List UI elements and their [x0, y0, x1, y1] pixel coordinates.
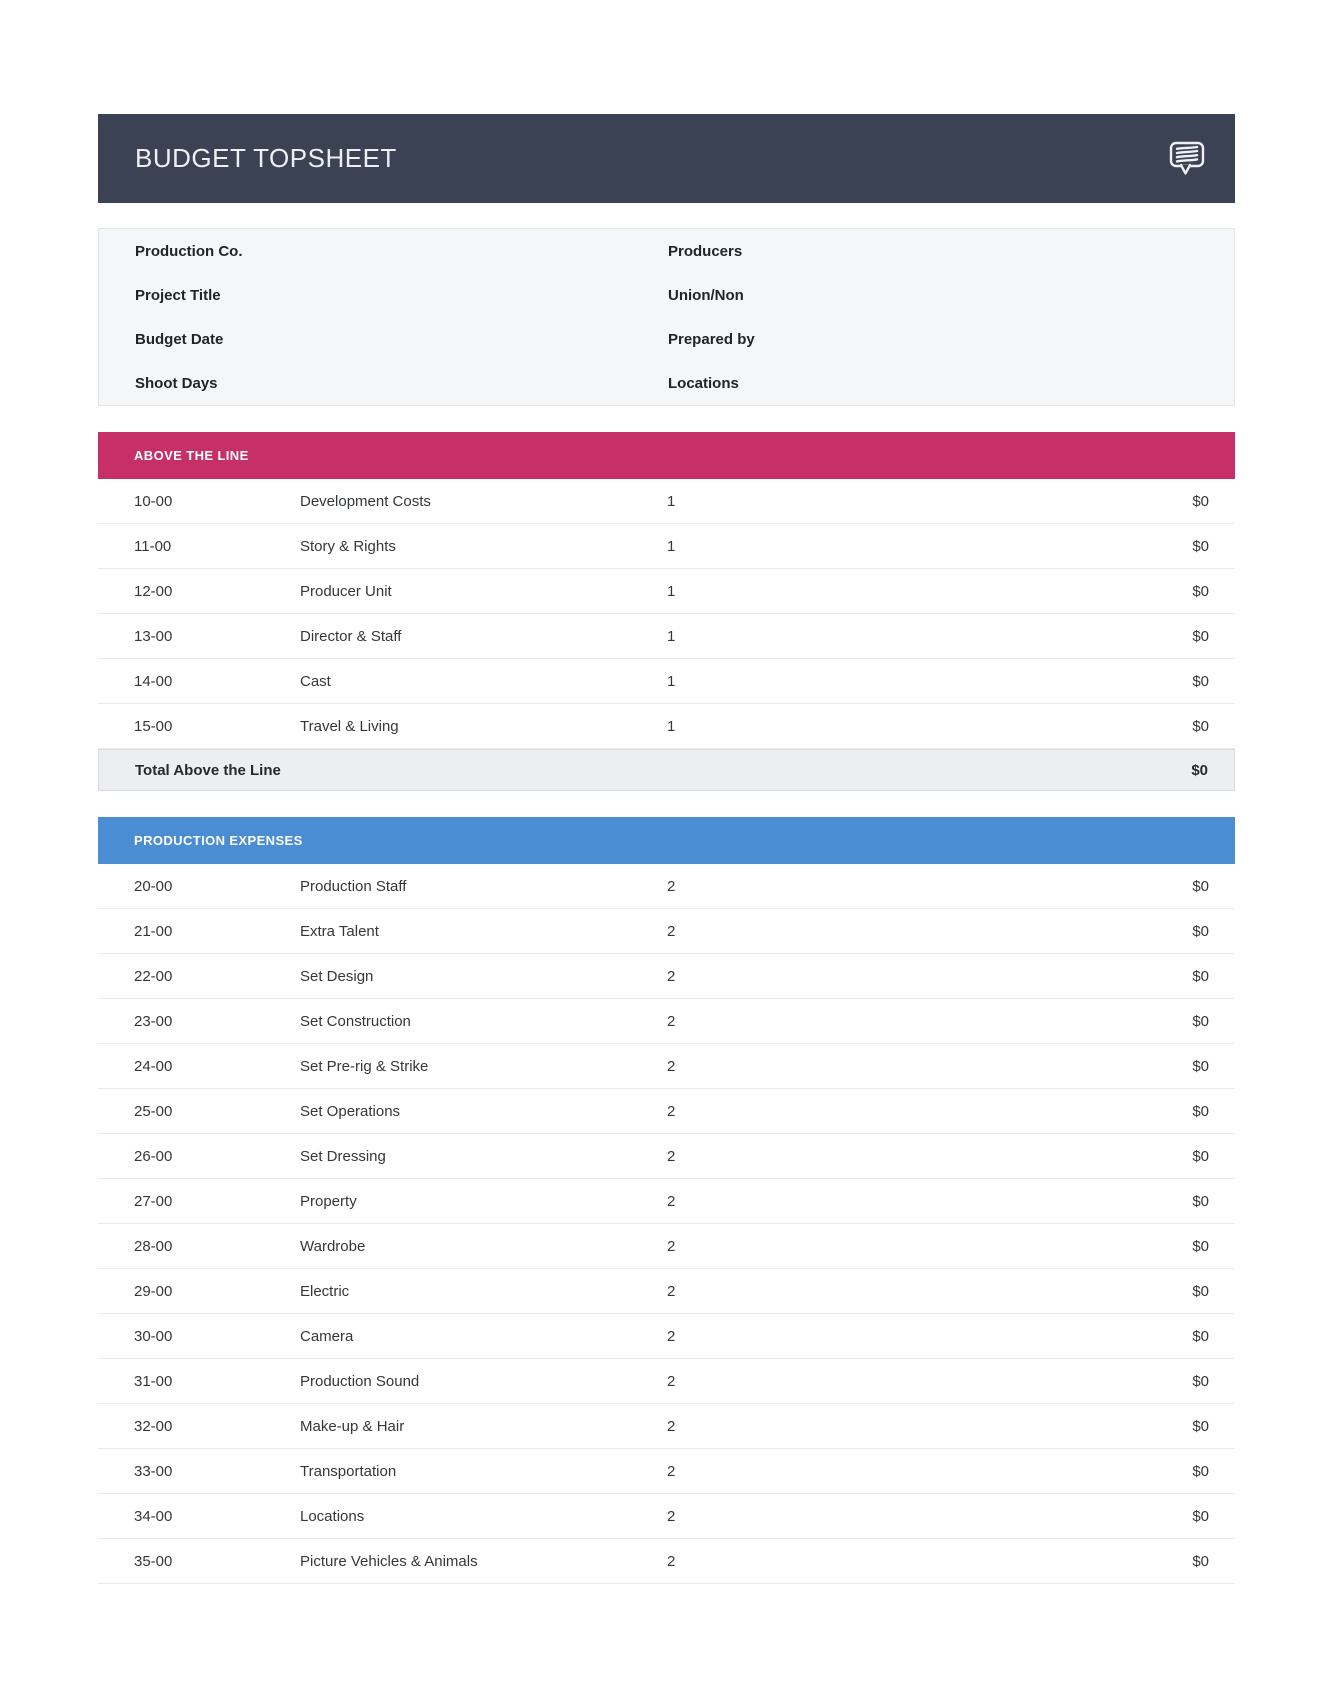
- info-label-locations: Locations: [668, 374, 739, 392]
- page-number: 2: [667, 1327, 676, 1345]
- section-header-above-the-line: [98, 432, 1235, 479]
- amount-value: $0: [1192, 1417, 1209, 1435]
- account-description: Production Sound: [300, 1372, 420, 1390]
- page-number: 2: [667, 967, 676, 985]
- account-code: 29-00: [134, 1282, 173, 1300]
- page-number: 2: [667, 922, 676, 940]
- amount-value: $0: [1192, 922, 1209, 940]
- budget-section-production-expenses: [98, 817, 1235, 1584]
- account-code: 20-00: [134, 877, 173, 895]
- amount-value: $0: [1192, 1147, 1209, 1165]
- budget-line-row: [98, 1494, 1235, 1539]
- budget-line-row: [98, 1449, 1235, 1494]
- budget-line-row: [98, 1224, 1235, 1269]
- amount-value: $0: [1192, 877, 1209, 895]
- info-label-producers: Producers: [668, 242, 743, 260]
- account-code: 35-00: [134, 1552, 173, 1570]
- amount-value: $0: [1192, 1327, 1209, 1345]
- account-description: Producer Unit: [300, 582, 392, 600]
- amount-value: $0: [1192, 717, 1209, 735]
- budget-line-row: [98, 909, 1235, 954]
- account-code: 34-00: [134, 1507, 173, 1525]
- amount-value: $0: [1192, 1462, 1209, 1480]
- page-number: 2: [667, 1192, 676, 1210]
- page-number: 2: [667, 1552, 676, 1570]
- budget-sections: [98, 432, 1235, 1584]
- section-total-row: [98, 749, 1235, 791]
- info-label-union-non: Union/Non: [668, 286, 744, 304]
- budget-topsheet-page: [98, 0, 1235, 1584]
- page-number: 1: [667, 582, 676, 600]
- amount-value: $0: [1192, 1012, 1209, 1030]
- amount-value: $0: [1192, 627, 1209, 645]
- amount-value: $0: [1192, 582, 1209, 600]
- speech-bubble-logo-icon: [1167, 140, 1207, 178]
- account-code: 30-00: [134, 1327, 173, 1345]
- amount-value: $0: [1192, 672, 1209, 690]
- info-label-production-co: Production Co.: [135, 242, 243, 260]
- budget-line-row: [98, 479, 1235, 524]
- budget-line-row: [98, 864, 1235, 909]
- account-code: 11-00: [134, 537, 172, 555]
- amount-value: $0: [1192, 1372, 1209, 1390]
- account-code: 28-00: [134, 1237, 173, 1255]
- account-code: 26-00: [134, 1147, 173, 1165]
- page-number: 2: [667, 1462, 676, 1480]
- account-code: 22-00: [134, 967, 173, 985]
- budget-line-row: [98, 524, 1235, 569]
- account-description: Locations: [300, 1507, 365, 1525]
- account-description: Picture Vehicles & Animals: [300, 1552, 478, 1570]
- page-number: 2: [667, 1507, 676, 1525]
- page-number: 1: [667, 672, 676, 690]
- account-description: Story & Rights: [300, 537, 396, 555]
- amount-value: $0: [1192, 1507, 1209, 1525]
- account-description: Transportation: [300, 1462, 397, 1480]
- amount-value: $0: [1192, 967, 1209, 985]
- budget-line-row: [98, 1089, 1235, 1134]
- total-amount: $0: [1191, 761, 1208, 779]
- account-description: Electric: [300, 1282, 350, 1300]
- account-code: 15-00: [134, 717, 173, 735]
- account-description: Wardrobe: [300, 1237, 366, 1255]
- account-code: 24-00: [134, 1057, 173, 1075]
- account-description: Development Costs: [300, 492, 431, 510]
- page-number: 2: [667, 877, 676, 895]
- budget-line-row: [98, 1539, 1235, 1584]
- total-label: Total Above the Line: [135, 761, 281, 779]
- page-title: BUDGET TOPSHEET: [135, 143, 397, 173]
- amount-value: $0: [1192, 1102, 1209, 1120]
- amount-value: $0: [1192, 1192, 1209, 1210]
- budget-line-row: [98, 999, 1235, 1044]
- page-number: 2: [667, 1372, 676, 1390]
- info-label-project-title: Project Title: [135, 286, 221, 304]
- amount-value: $0: [1192, 492, 1209, 510]
- page-header: [98, 114, 1235, 203]
- account-description: Camera: [300, 1327, 354, 1345]
- info-label-prepared-by: Prepared by: [668, 330, 755, 348]
- page-number: 1: [667, 627, 676, 645]
- account-description: Director & Staff: [300, 627, 402, 645]
- account-code: 33-00: [134, 1462, 173, 1480]
- account-code: 23-00: [134, 1012, 173, 1030]
- budget-line-row: [98, 569, 1235, 614]
- budget-line-row: [98, 1359, 1235, 1404]
- budget-line-row: [98, 1134, 1235, 1179]
- page-number: 2: [667, 1012, 676, 1030]
- account-description: Set Design: [300, 967, 374, 985]
- account-description: Travel & Living: [300, 717, 399, 735]
- section-title: ABOVE THE LINE: [134, 448, 249, 463]
- budget-line-row: [98, 1044, 1235, 1089]
- budget-line-row: [98, 954, 1235, 999]
- account-code: 31-00: [134, 1372, 173, 1390]
- amount-value: $0: [1192, 1237, 1209, 1255]
- account-code: 25-00: [134, 1102, 173, 1120]
- account-code: 14-00: [134, 672, 173, 690]
- account-description: Extra Talent: [300, 922, 379, 940]
- page-number: 2: [667, 1282, 676, 1300]
- page-number: 2: [667, 1057, 676, 1075]
- account-description: Cast: [300, 672, 331, 690]
- page-number: 2: [667, 1102, 676, 1120]
- section-header-production-expenses: [98, 817, 1235, 864]
- account-description: Set Construction: [300, 1012, 411, 1030]
- budget-line-row: [98, 1269, 1235, 1314]
- page-number: 2: [667, 1237, 676, 1255]
- budget-line-row: [98, 1314, 1235, 1359]
- account-description: Production Staff: [300, 877, 407, 895]
- budget-section-above-the-line: [98, 432, 1235, 791]
- budget-line-row: [98, 1404, 1235, 1449]
- account-code: 13-00: [134, 627, 173, 645]
- amount-value: $0: [1192, 1282, 1209, 1300]
- page-number: 2: [667, 1417, 676, 1435]
- section-title: PRODUCTION EXPENSES: [134, 833, 303, 848]
- amount-value: $0: [1192, 1552, 1209, 1570]
- info-label-budget-date: Budget Date: [135, 330, 224, 348]
- account-code: 32-00: [134, 1417, 173, 1435]
- amount-value: $0: [1192, 537, 1209, 555]
- budget-line-row: [98, 704, 1235, 749]
- account-code: 10-00: [134, 492, 173, 510]
- account-description: Set Dressing: [300, 1147, 386, 1165]
- budget-line-row: [98, 1179, 1235, 1224]
- page-number: 1: [667, 717, 676, 735]
- budget-line-row: [98, 614, 1235, 659]
- page-number: 1: [667, 537, 676, 555]
- budget-line-row: [98, 659, 1235, 704]
- amount-value: $0: [1192, 1057, 1209, 1075]
- production-info-panel: [98, 228, 1235, 406]
- page-number: 1: [667, 492, 676, 510]
- account-description: Property: [300, 1192, 357, 1210]
- account-code: 27-00: [134, 1192, 173, 1210]
- account-code: 12-00: [134, 582, 173, 600]
- info-label-shoot-days: Shoot Days: [135, 374, 218, 392]
- account-description: Set Pre-rig & Strike: [300, 1057, 429, 1075]
- account-description: Set Operations: [300, 1102, 401, 1120]
- account-code: 21-00: [134, 922, 173, 940]
- account-description: Make-up & Hair: [300, 1417, 405, 1435]
- page-number: 2: [667, 1147, 676, 1165]
